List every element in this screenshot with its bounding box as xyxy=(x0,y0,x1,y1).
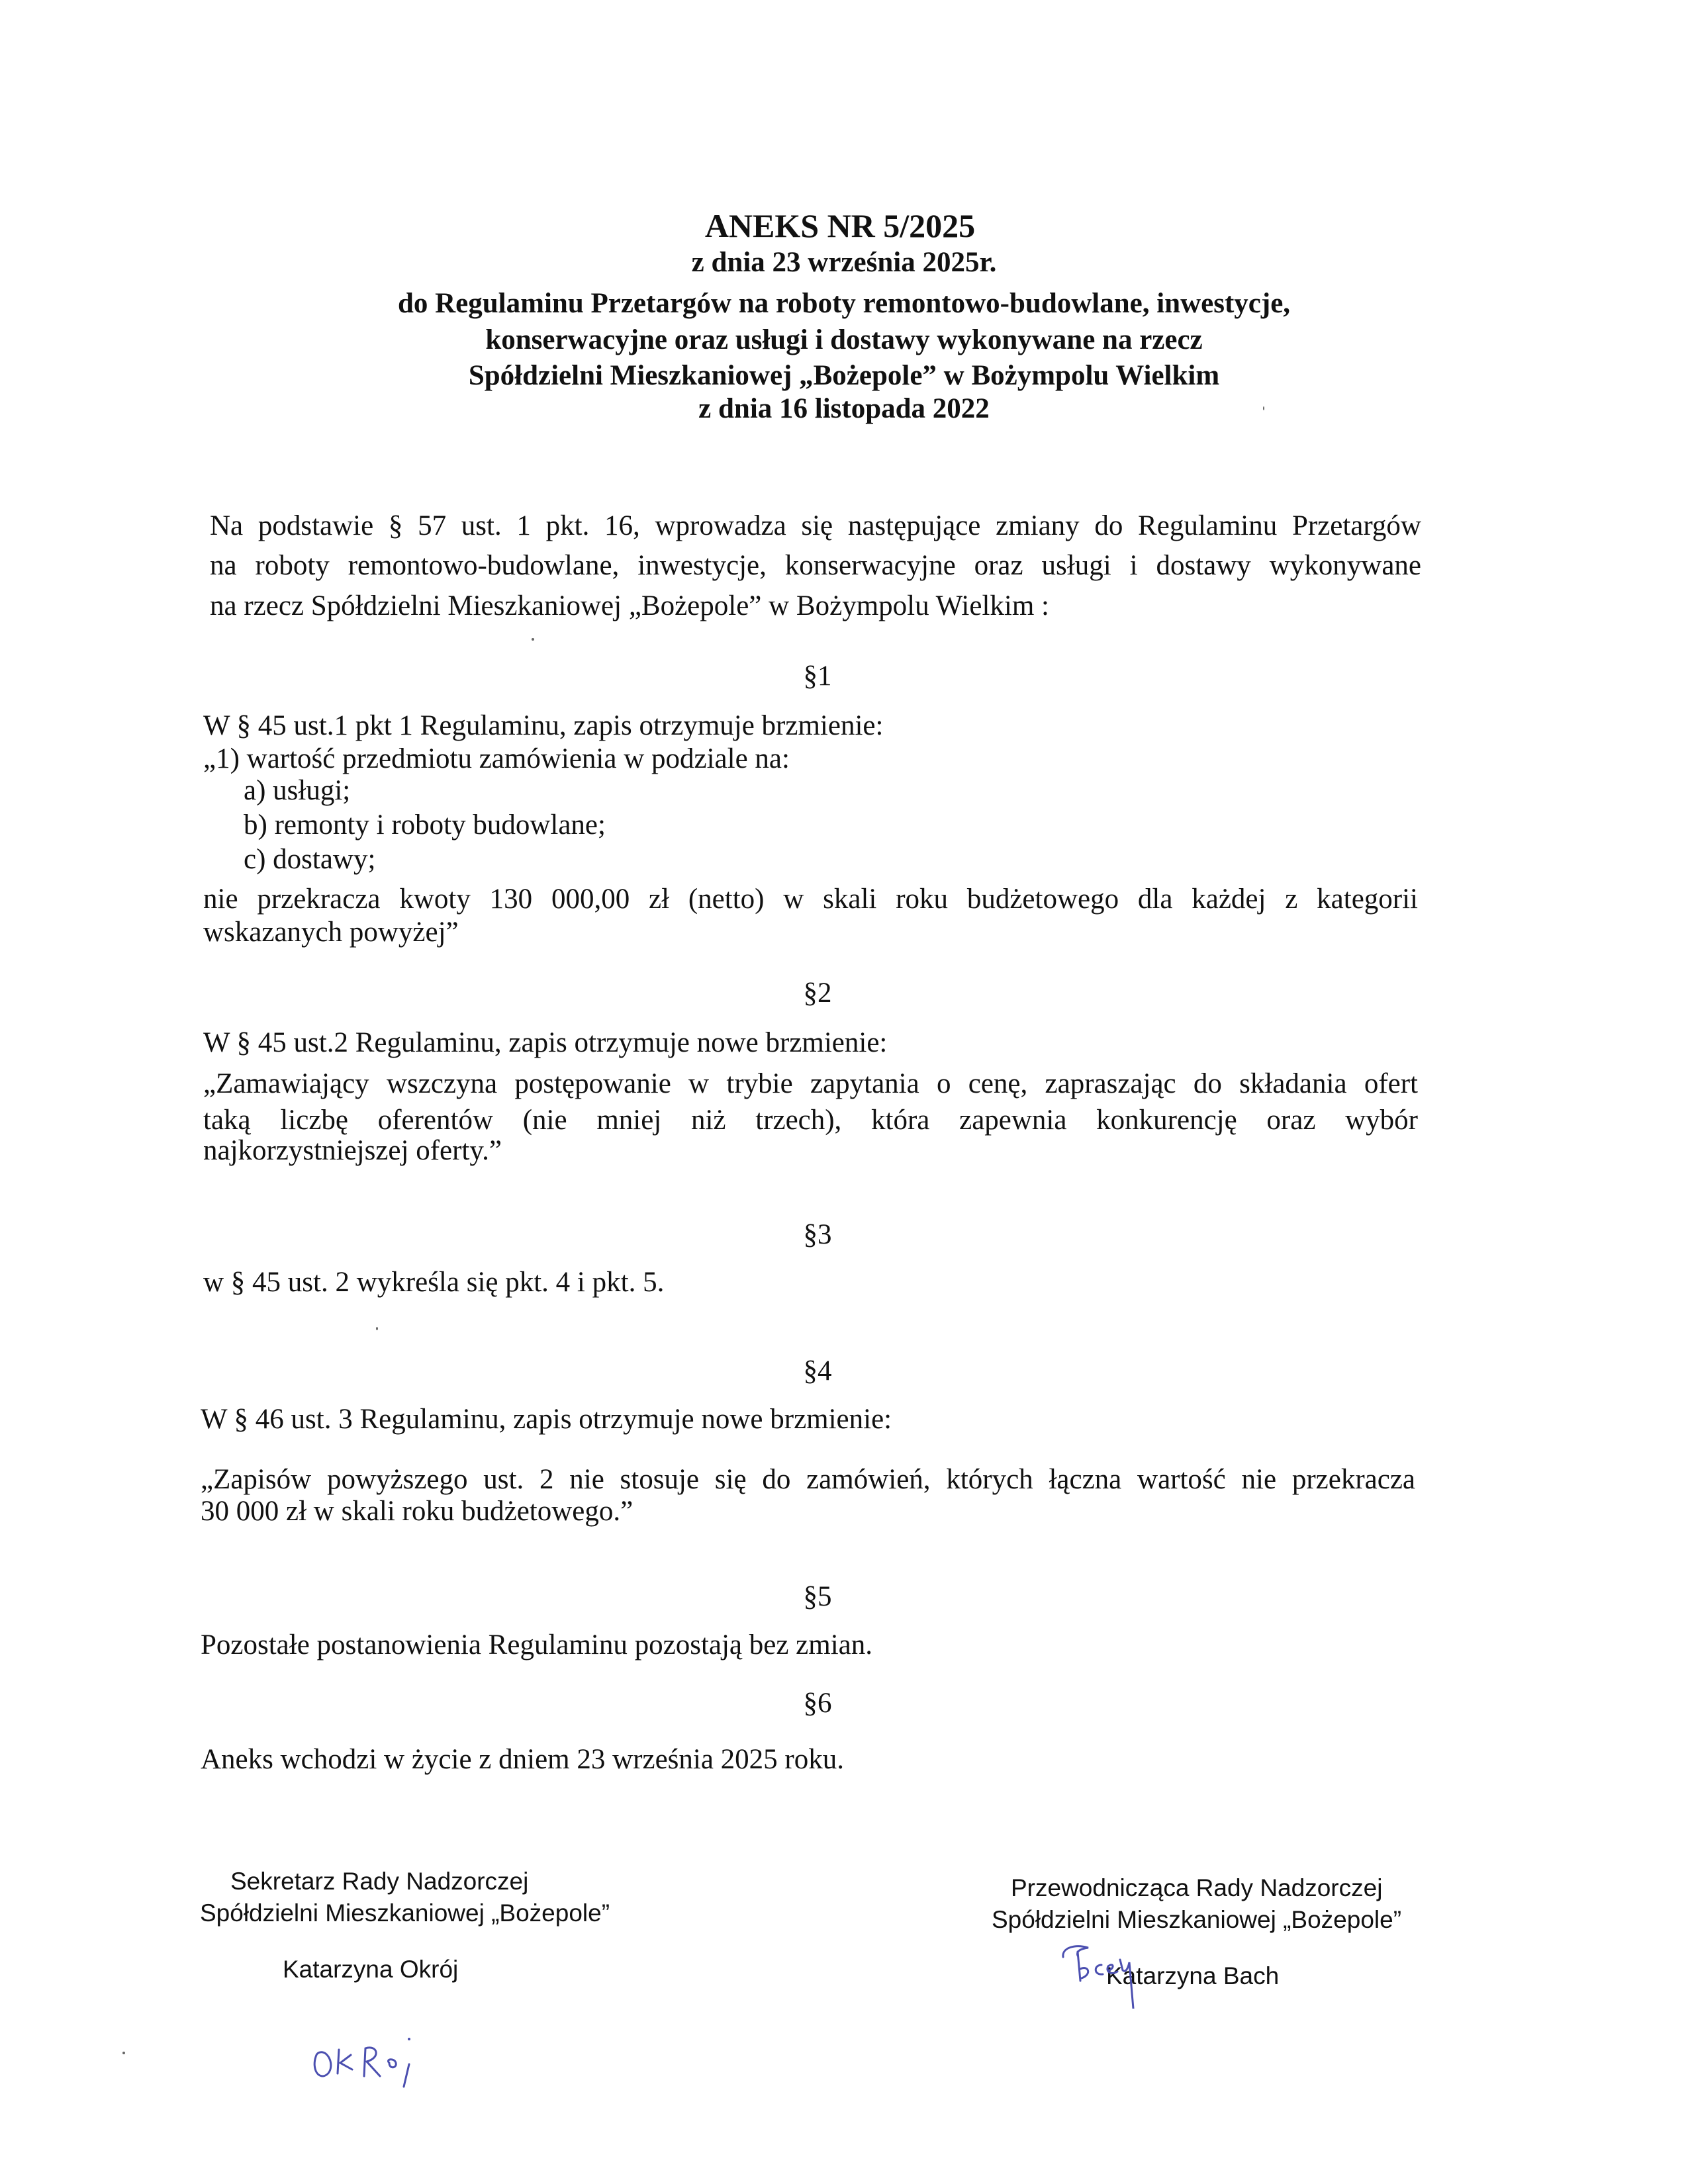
section-line: W § 46 ust. 3 Regulaminu, zapis otrzymuje nowe brzmienie: xyxy=(201,1404,892,1435)
signature-left-name: Katarzyna Okrój xyxy=(283,1956,459,1983)
scan-speck xyxy=(122,2052,125,2054)
section-line: wskazanych powyżej” xyxy=(203,917,459,948)
handwritten-signature-bach xyxy=(1059,1942,1145,2009)
document-subtitle-line: do Regulaminu Przetargów na roboty remontowo-budowlane, inwestycje, xyxy=(397,288,1291,319)
section-line: nie przekracza kwoty 130 000,00 zł (netto) w skali roku budżetowego dla każdej z kategorii xyxy=(203,884,1418,915)
section-line: Aneks wchodzi w życie z dniem 23 września 2025 roku. xyxy=(201,1744,844,1775)
signature-right-role: Przewodnicząca Rady Nadzorczej xyxy=(1011,1874,1383,1901)
document-subtitle-line: Spółdzielni Mieszkaniowej „Bożepole” w Bożympolu Wielkim xyxy=(468,360,1220,391)
handwritten-signature-okroj xyxy=(311,2035,424,2088)
intro-line: Na podstawie § 57 ust. 1 pkt. 16, wprowadza się następujące zmiany do Regulaminu Przetargów xyxy=(210,510,1421,541)
section-heading: §2 xyxy=(803,978,832,1009)
section-line: W § 45 ust.1 pkt 1 Regulaminu, zapis otrzymuje brzmienie: xyxy=(203,710,884,741)
list-item: b) remonty i roboty budowlane; xyxy=(244,809,606,841)
section-heading: §5 xyxy=(803,1581,832,1612)
section-line: „1) wartość przedmiotu zamówienia w podziale na: xyxy=(203,743,790,774)
intro-line: na roboty remontowo-budowlane, inwestycje, konserwacyjne oraz usługi i dostawy wykonywane xyxy=(210,550,1421,581)
document-date: z dnia 23 września 2025r. xyxy=(691,247,997,278)
scan-speck xyxy=(376,1327,378,1330)
section-line: 30 000 zł w skali roku budżetowego.” xyxy=(201,1496,633,1527)
scan-speck xyxy=(1263,406,1264,410)
section-heading: §4 xyxy=(803,1355,832,1387)
document-title: ANEKS NR 5/2025 xyxy=(704,207,976,244)
section-heading: §6 xyxy=(803,1688,832,1719)
section-line: W § 45 ust.2 Regulaminu, zapis otrzymuje nowe brzmienie: xyxy=(203,1027,888,1058)
section-line: „Zapisów powyższego ust. 2 nie stosuje się do zamówień, których łączna wartość nie przekracza xyxy=(201,1464,1415,1495)
section-line: w § 45 ust. 2 wykreśla się pkt. 4 i pkt. 5. xyxy=(203,1267,665,1298)
document-subtitle-line: z dnia 16 listopada 2022 xyxy=(698,393,990,424)
intro-line: na rzecz Spółdzielni Mieszkaniowej „Bożepole” w Bożympolu Wielkim : xyxy=(210,590,1049,621)
section-line: Pozostałe postanowienia Regulaminu pozostają bez zmian. xyxy=(201,1629,872,1661)
section-line: „Zamawiający wszczyna postępowanie w trybie zapytania o cenę, zapraszając do składania ofert xyxy=(203,1068,1418,1099)
section-line: najkorzystniejszej oferty.” xyxy=(203,1135,502,1166)
section-line: taką liczbę oferentów (nie mniej niż trzech), która zapewnia konkurencję oraz wybór xyxy=(203,1105,1418,1136)
document-subtitle-line: konserwacyjne oraz usługi i dostawy wykonywane na rzecz xyxy=(485,324,1203,355)
scan-speck xyxy=(532,638,534,641)
signature-left-role: Sekretarz Rady Nadzorczej xyxy=(230,1868,529,1895)
signature-left-org: Spółdzielni Mieszkaniowej „Bożepole” xyxy=(200,1899,610,1927)
list-item: c) dostawy; xyxy=(244,844,376,875)
signature-right-name: Katarzyna Bach xyxy=(1106,1962,1280,1989)
list-item: a) usługi; xyxy=(244,775,351,806)
signature-right-org: Spółdzielni Mieszkaniowej „Bożepole” xyxy=(992,1906,1402,1933)
section-heading: §1 xyxy=(803,660,832,692)
section-heading: §3 xyxy=(803,1219,832,1250)
